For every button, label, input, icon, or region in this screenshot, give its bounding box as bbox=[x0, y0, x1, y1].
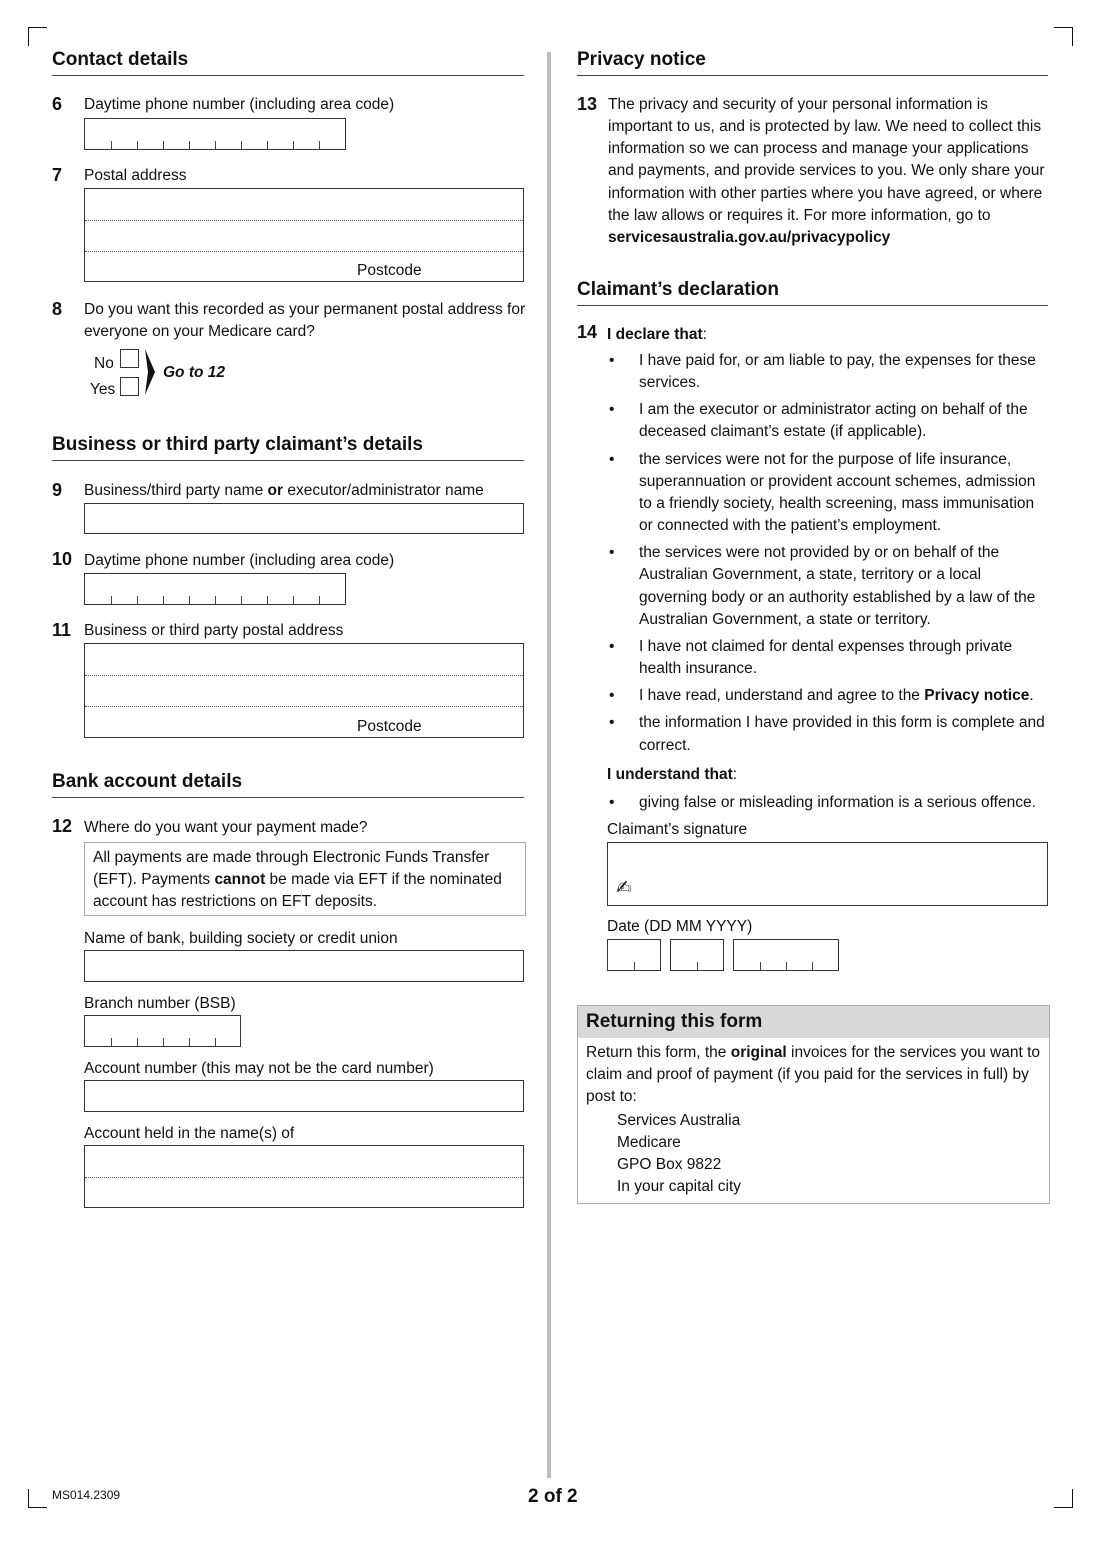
returning-form-heading: Returning this form bbox=[578, 1006, 1049, 1038]
crop-mark-top-left bbox=[28, 27, 47, 46]
bracket-arrow-icon bbox=[145, 349, 157, 395]
form-code: MS014.2309 bbox=[52, 1488, 121, 1502]
business-phone-field[interactable] bbox=[84, 573, 346, 605]
address-line: Medicare bbox=[617, 1133, 681, 1151]
question-number: 12 bbox=[52, 816, 73, 836]
business-address-field[interactable] bbox=[84, 643, 524, 738]
account-number-label: Account number (this may not be the card number) bbox=[84, 1060, 434, 1077]
question-number: 11 bbox=[52, 620, 72, 640]
date-label: Date (DD MM YYYY) bbox=[607, 918, 753, 935]
yes-checkbox[interactable] bbox=[120, 377, 139, 396]
return-address bbox=[578, 1108, 1049, 1199]
declaration-item: • the services were not provided by or on behalf of the Australian Government, a state, territory or a local governing body or an authority established by a law of the Australian Government, a state or territory. bbox=[607, 542, 1051, 631]
understand-list bbox=[607, 792, 1051, 819]
declaration-list bbox=[607, 350, 1051, 762]
declaration-item: • I have not claimed for dental expenses through private health insurance. bbox=[607, 636, 1051, 680]
business-name-label: Business/third party name or executor/administrator name bbox=[84, 482, 484, 499]
pen-sign-icon: ✍ bbox=[616, 877, 632, 899]
account-name-label: Account held in the name(s) of bbox=[84, 1125, 295, 1142]
claimant-declaration-heading: Claimant’s declaration bbox=[577, 279, 1048, 306]
date-day-field[interactable] bbox=[607, 939, 661, 971]
question-number: 8 bbox=[52, 299, 63, 319]
bank-details-heading: Bank account details bbox=[52, 771, 524, 798]
permanent-address-question: Do you want this recorded as your permanent postal address for everyone on your Medicare card? bbox=[84, 301, 526, 340]
postcode-label: Postcode bbox=[357, 718, 422, 735]
go-to-12-instruction: Go to 12 bbox=[163, 364, 226, 381]
daytime-phone-field[interactable] bbox=[84, 118, 346, 150]
contact-details-heading: Contact details bbox=[52, 49, 524, 76]
business-address-label: Business or third party postal address bbox=[84, 622, 344, 639]
understand-item: • giving false or misleading information is a serious offence. bbox=[607, 792, 1051, 814]
date-year-field[interactable] bbox=[733, 939, 839, 971]
signature-field[interactable] bbox=[607, 842, 1048, 906]
date-month-field[interactable] bbox=[670, 939, 724, 971]
address-line: Services Australia bbox=[617, 1111, 741, 1129]
returning-form-box bbox=[577, 1005, 1050, 1204]
eft-note-box bbox=[84, 842, 526, 916]
question-number: 9 bbox=[52, 480, 63, 500]
question-number: 10 bbox=[52, 549, 73, 569]
account-name-field[interactable] bbox=[84, 1145, 524, 1208]
declaration-item: • I have paid for, or am liable to pay, the expenses for these services. bbox=[607, 350, 1051, 394]
page-number: 2 of 2 bbox=[528, 1486, 578, 1507]
question-number: 14 bbox=[577, 322, 598, 342]
bsb-label: Branch number (BSB) bbox=[84, 995, 236, 1012]
address-line: GPO Box 9822 bbox=[617, 1156, 722, 1174]
crop-mark-bottom-left bbox=[28, 1489, 47, 1508]
business-details-heading: Business or third party claimant’s details bbox=[52, 434, 524, 461]
bsb-field[interactable] bbox=[84, 1015, 241, 1047]
crop-mark-bottom-right bbox=[1054, 1489, 1073, 1508]
declaration-item: • the information I have provided in this form is complete and correct. bbox=[607, 712, 1051, 756]
declaration-item: • I have read, understand and agree to the Privacy notice. bbox=[607, 685, 1051, 707]
bank-name-field[interactable] bbox=[84, 950, 524, 982]
postcode-label: Postcode bbox=[357, 262, 422, 279]
eft-note-text: All payments are made through Electronic Funds Transfer (EFT). Payments cannot be made via EFT if the nominated account has restrictions on EFT deposits. bbox=[93, 849, 502, 910]
privacy-policy-link[interactable]: servicesaustralia.gov.au/privacypolicy bbox=[608, 228, 891, 246]
daytime-phone-label: Daytime phone number (including area code) bbox=[84, 96, 395, 113]
bank-name-label: Name of bank, building society or credit union bbox=[84, 930, 398, 947]
payment-question: Where do you want your payment made? bbox=[84, 819, 368, 836]
declare-label: I declare that: bbox=[607, 326, 707, 343]
no-checkbox[interactable] bbox=[120, 349, 139, 368]
privacy-notice-heading: Privacy notice bbox=[577, 49, 1048, 76]
postal-address-field[interactable] bbox=[84, 188, 524, 282]
declaration-item: • the services were not for the purpose of life insurance, superannuation or provident account schemes, admission to a friendly society, health screening, mass immunisation or connected with the patient’s employment. bbox=[607, 449, 1051, 538]
business-name-field[interactable] bbox=[84, 503, 524, 534]
no-option-label: No bbox=[94, 355, 114, 372]
address-line: In your capital city bbox=[617, 1178, 742, 1196]
account-number-field[interactable] bbox=[84, 1080, 524, 1112]
understand-label: I understand that: bbox=[607, 766, 738, 783]
question-number: 7 bbox=[52, 165, 63, 185]
postal-address-label: Postal address bbox=[84, 167, 187, 184]
signature-label: Claimant’s signature bbox=[607, 821, 748, 838]
privacy-notice-text: The privacy and security of your personal information is important to us, and is protected by law. We need to collect this information so we can process and manage your applications and payments, and provide services to you. We only share your information with other parties where you have agreed, or where the law allows or requires it. For more information, go to servicesaustralia.gov.au/privacypolicy bbox=[608, 96, 1045, 246]
declaration-item: • I am the executor or administrator acting on behalf of the deceased claimant’s estate (if applicable). bbox=[607, 399, 1051, 443]
column-divider bbox=[547, 52, 551, 1478]
yes-option-label: Yes bbox=[90, 381, 116, 398]
returning-form-text: Return this form, the original invoices for the services you want to claim and proof of payment (if you paid for the services in full) by post to: bbox=[586, 1043, 1041, 1105]
question-number: 13 bbox=[577, 94, 598, 114]
question-number: 6 bbox=[52, 94, 63, 114]
business-phone-label: Daytime phone number (including area code) bbox=[84, 552, 395, 569]
crop-mark-top-right bbox=[1054, 27, 1073, 46]
